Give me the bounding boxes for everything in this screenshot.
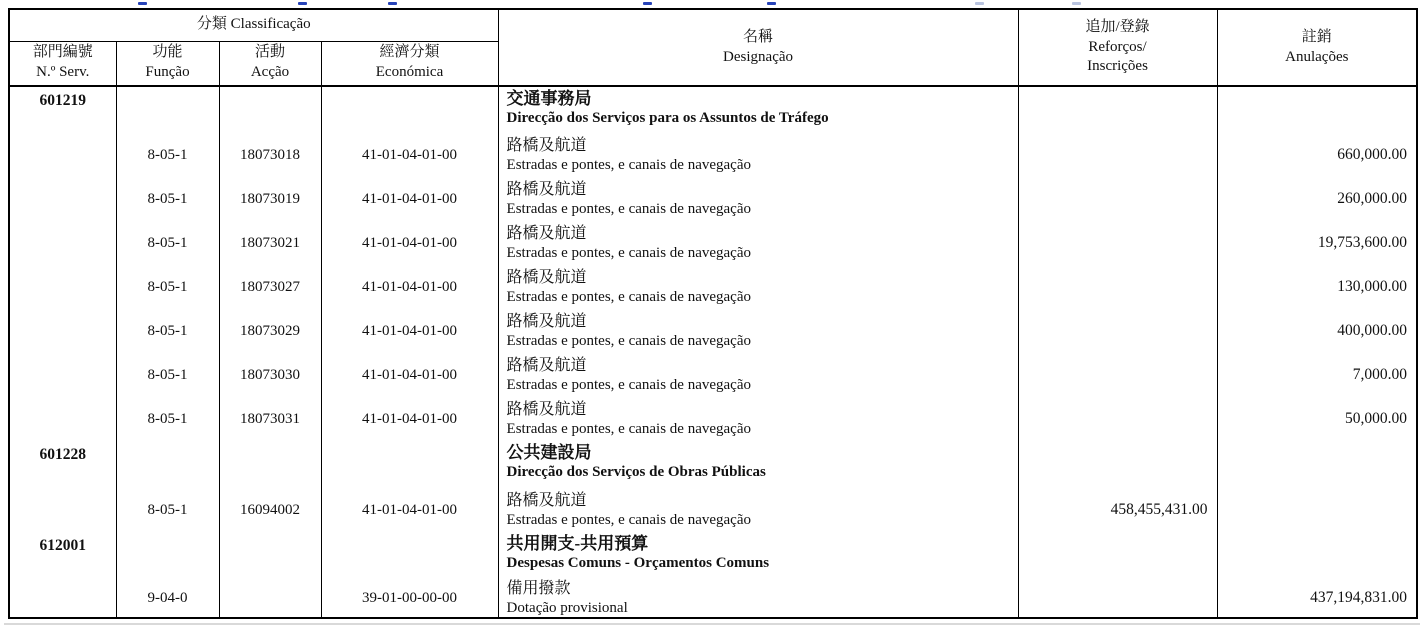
- designacao-zh: 路橋及航道: [506, 181, 587, 198]
- accao-label-pt: Acção: [250, 64, 290, 81]
- designacao-label-zh: 名稱: [743, 28, 774, 45]
- reforcos-cell: [1018, 532, 1217, 579]
- economica-cell: 41-01-04-01-00: [321, 397, 498, 441]
- designacao-cell: [498, 488, 1018, 532]
- economica-cell: [321, 532, 498, 579]
- funcao-cell: [116, 86, 219, 133]
- accao-cell: 18073031: [219, 397, 321, 441]
- budget-table-header: [9, 9, 1417, 86]
- economica-cell: 41-01-04-01-00: [321, 309, 498, 353]
- accao-cell: [219, 579, 321, 618]
- economica-label-pt: Económica: [375, 64, 444, 81]
- page-top-artifact: [767, 2, 776, 5]
- anulacoes-cell: [1217, 488, 1417, 532]
- serv-label-zh: 部門編號: [32, 44, 93, 61]
- economica-header: [321, 41, 498, 86]
- designacao-zh: 共用開支-共用預算: [506, 534, 649, 553]
- designacao-zh: 路橋及航道: [506, 225, 587, 242]
- economica-cell: [321, 441, 498, 488]
- economica-cell: [321, 86, 498, 133]
- reforcos-cell: [1018, 265, 1217, 309]
- funcao-cell: 8-05-1: [116, 397, 219, 441]
- reforcos-header: [1018, 9, 1217, 86]
- serv-cell: [9, 133, 116, 177]
- designacao-pt: Estradas e pontes, e canais de navegação: [506, 421, 751, 437]
- anulacoes-header: [1217, 9, 1417, 86]
- designacao-zh: 路橋及航道: [506, 492, 587, 509]
- designacao-pt: Direcção dos Serviços de Obras Públicas: [506, 464, 766, 481]
- reforcos-label-pt1: Reforços/: [1088, 38, 1147, 55]
- anulacoes-label-zh: 註銷: [1301, 28, 1332, 45]
- economica-cell: 41-01-04-01-00: [321, 221, 498, 265]
- economica-cell: 41-01-04-01-00: [321, 133, 498, 177]
- budget-table-body: [9, 86, 1417, 618]
- funcao-cell: 8-05-1: [116, 309, 219, 353]
- serv-cell: [9, 579, 116, 618]
- reforcos-cell: [1018, 177, 1217, 221]
- anulacoes-cell: [1217, 532, 1417, 579]
- reforcos-cell: [1018, 133, 1217, 177]
- anulacoes-cell: 260,000.00: [1217, 177, 1417, 221]
- reforcos-cell: [1018, 353, 1217, 397]
- page-top-artifact: [388, 2, 397, 5]
- anulacoes-cell: 660,000.00: [1217, 133, 1417, 177]
- economica-cell: 41-01-04-01-00: [321, 265, 498, 309]
- economica-cell: 41-01-04-01-00: [321, 353, 498, 397]
- funcao-cell: 8-05-1: [116, 265, 219, 309]
- funcao-cell: 8-05-1: [116, 221, 219, 265]
- page-bottom-shadow-line: [4, 623, 1420, 625]
- reforcos-cell: [1018, 309, 1217, 353]
- table-row-department: [9, 532, 1417, 579]
- serv-cell: [9, 488, 116, 532]
- serv-cell: 601228: [39, 446, 86, 463]
- designacao-zh: 交通事務局: [506, 89, 592, 108]
- accao-cell: 18073019: [219, 177, 321, 221]
- accao-cell: [219, 441, 321, 488]
- designacao-cell: [498, 221, 1018, 265]
- designacao-cell: [498, 309, 1018, 353]
- designacao-cell: [498, 133, 1018, 177]
- anulacoes-cell: 19,753,600.00: [1217, 221, 1417, 265]
- accao-cell: [219, 532, 321, 579]
- designacao-zh: 路橋及航道: [506, 313, 587, 330]
- serv-cell: [9, 265, 116, 309]
- page-top-artifact: [975, 2, 984, 5]
- accao-cell: 18073018: [219, 133, 321, 177]
- serv-label-pt: N.º Serv.: [36, 64, 90, 81]
- reforcos-cell: [1018, 397, 1217, 441]
- accao-label-zh: 活動: [254, 44, 285, 61]
- table-row-entry: [9, 265, 1417, 309]
- accao-header: [219, 41, 321, 86]
- anulacoes-cell: 7,000.00: [1217, 353, 1417, 397]
- designacao-zh: 路橋及航道: [506, 357, 587, 374]
- funcao-label-zh: 功能: [152, 44, 183, 61]
- reforcos-cell: [1018, 579, 1217, 618]
- table-row-entry: [9, 579, 1417, 618]
- table-row-department: [9, 441, 1417, 488]
- accao-cell: 16094002: [219, 488, 321, 532]
- economica-cell: 41-01-04-01-00: [321, 488, 498, 532]
- serv-cell: [9, 309, 116, 353]
- designacao-zh: 路橋及航道: [506, 137, 587, 154]
- header-row-group: [9, 9, 1417, 41]
- economica-cell: 41-01-04-01-00: [321, 177, 498, 221]
- anulacoes-cell: 50,000.00: [1217, 397, 1417, 441]
- designacao-zh: 公共建設局: [506, 443, 592, 462]
- table-row-entry: [9, 309, 1417, 353]
- funcao-header: [116, 41, 219, 86]
- funcao-cell: 8-05-1: [116, 488, 219, 532]
- serv-cell: 601219: [39, 92, 86, 109]
- funcao-label-pt: Função: [145, 64, 190, 81]
- serv-cell: [9, 353, 116, 397]
- anulacoes-cell: [1217, 441, 1417, 488]
- designacao-pt: Direcção dos Serviços para os Assuntos de Tráfego: [506, 110, 829, 127]
- accao-cell: 18073021: [219, 221, 321, 265]
- accao-cell: 18073027: [219, 265, 321, 309]
- designacao-pt: Estradas e pontes, e canais de navegação: [506, 333, 751, 349]
- designacao-cell: [498, 441, 1018, 488]
- table-row-entry: [9, 221, 1417, 265]
- page-top-artifact: [1072, 2, 1081, 5]
- designacao-cell: [498, 353, 1018, 397]
- table-row-entry: [9, 133, 1417, 177]
- designacao-pt: Estradas e pontes, e canais de navegação: [506, 245, 751, 261]
- classification-label: 分類 Classificação: [196, 16, 311, 33]
- designacao-pt: Estradas e pontes, e canais de navegação: [506, 157, 751, 173]
- reforcos-label-pt2: Inscrições: [1087, 58, 1148, 75]
- table-row-entry: [9, 488, 1417, 532]
- economica-cell: 39-01-00-00-00: [321, 579, 498, 618]
- reforcos-label-zh: 追加/登錄: [1085, 18, 1150, 35]
- serv-header: [9, 41, 116, 86]
- serv-cell: [9, 221, 116, 265]
- funcao-cell: [116, 532, 219, 579]
- designacao-pt: Dotação provisional: [506, 600, 628, 616]
- designacao-cell: [498, 579, 1018, 618]
- page-top-artifact: [298, 2, 307, 5]
- table-row-department: [9, 86, 1417, 133]
- designacao-cell: [498, 177, 1018, 221]
- table-row-entry: [9, 397, 1417, 441]
- funcao-cell: [116, 441, 219, 488]
- designacao-pt: Estradas e pontes, e canais de navegação: [506, 377, 751, 393]
- funcao-cell: 8-05-1: [116, 353, 219, 397]
- designacao-pt: Estradas e pontes, e canais de navegação: [506, 201, 751, 217]
- reforcos-cell: 458,455,431.00: [1018, 488, 1217, 532]
- anulacoes-label-pt: Anulações: [1285, 48, 1349, 65]
- anulacoes-cell: 130,000.00: [1217, 265, 1417, 309]
- budget-table: [8, 8, 1418, 619]
- funcao-cell: 9-04-0: [116, 579, 219, 618]
- reforcos-cell: [1018, 86, 1217, 133]
- designacao-label-pt: Designação: [723, 48, 794, 65]
- anulacoes-cell: [1217, 86, 1417, 133]
- accao-cell: 18073030: [219, 353, 321, 397]
- page-top-artifact: [138, 2, 147, 5]
- serv-cell: [9, 397, 116, 441]
- table-row-entry: [9, 177, 1417, 221]
- reforcos-cell: [1018, 221, 1217, 265]
- designacao-header: [498, 9, 1018, 86]
- classification-group-header: [9, 9, 498, 41]
- designacao-cell: [498, 532, 1018, 579]
- designacao-zh: 備用撥款: [506, 580, 571, 597]
- table-row-entry: [9, 353, 1417, 397]
- anulacoes-cell: 437,194,831.00: [1217, 579, 1417, 618]
- designacao-pt: Estradas e pontes, e canais de navegação: [506, 512, 751, 528]
- accao-cell: 18073029: [219, 309, 321, 353]
- designacao-cell: [498, 397, 1018, 441]
- designacao-zh: 路橋及航道: [506, 269, 587, 286]
- anulacoes-cell: 400,000.00: [1217, 309, 1417, 353]
- page-top-artifact: [643, 2, 652, 5]
- serv-cell: [9, 177, 116, 221]
- designacao-pt: Despesas Comuns - Orçamentos Comuns: [506, 555, 770, 572]
- funcao-cell: 8-05-1: [116, 177, 219, 221]
- reforcos-cell: [1018, 441, 1217, 488]
- designacao-cell: [498, 86, 1018, 133]
- designacao-zh: 路橋及航道: [506, 401, 587, 418]
- funcao-cell: 8-05-1: [116, 133, 219, 177]
- serv-cell: 612001: [39, 537, 86, 554]
- designacao-pt: Estradas e pontes, e canais de navegação: [506, 289, 751, 305]
- designacao-cell: [498, 265, 1018, 309]
- economica-label-zh: 經濟分類: [379, 44, 440, 61]
- accao-cell: [219, 86, 321, 133]
